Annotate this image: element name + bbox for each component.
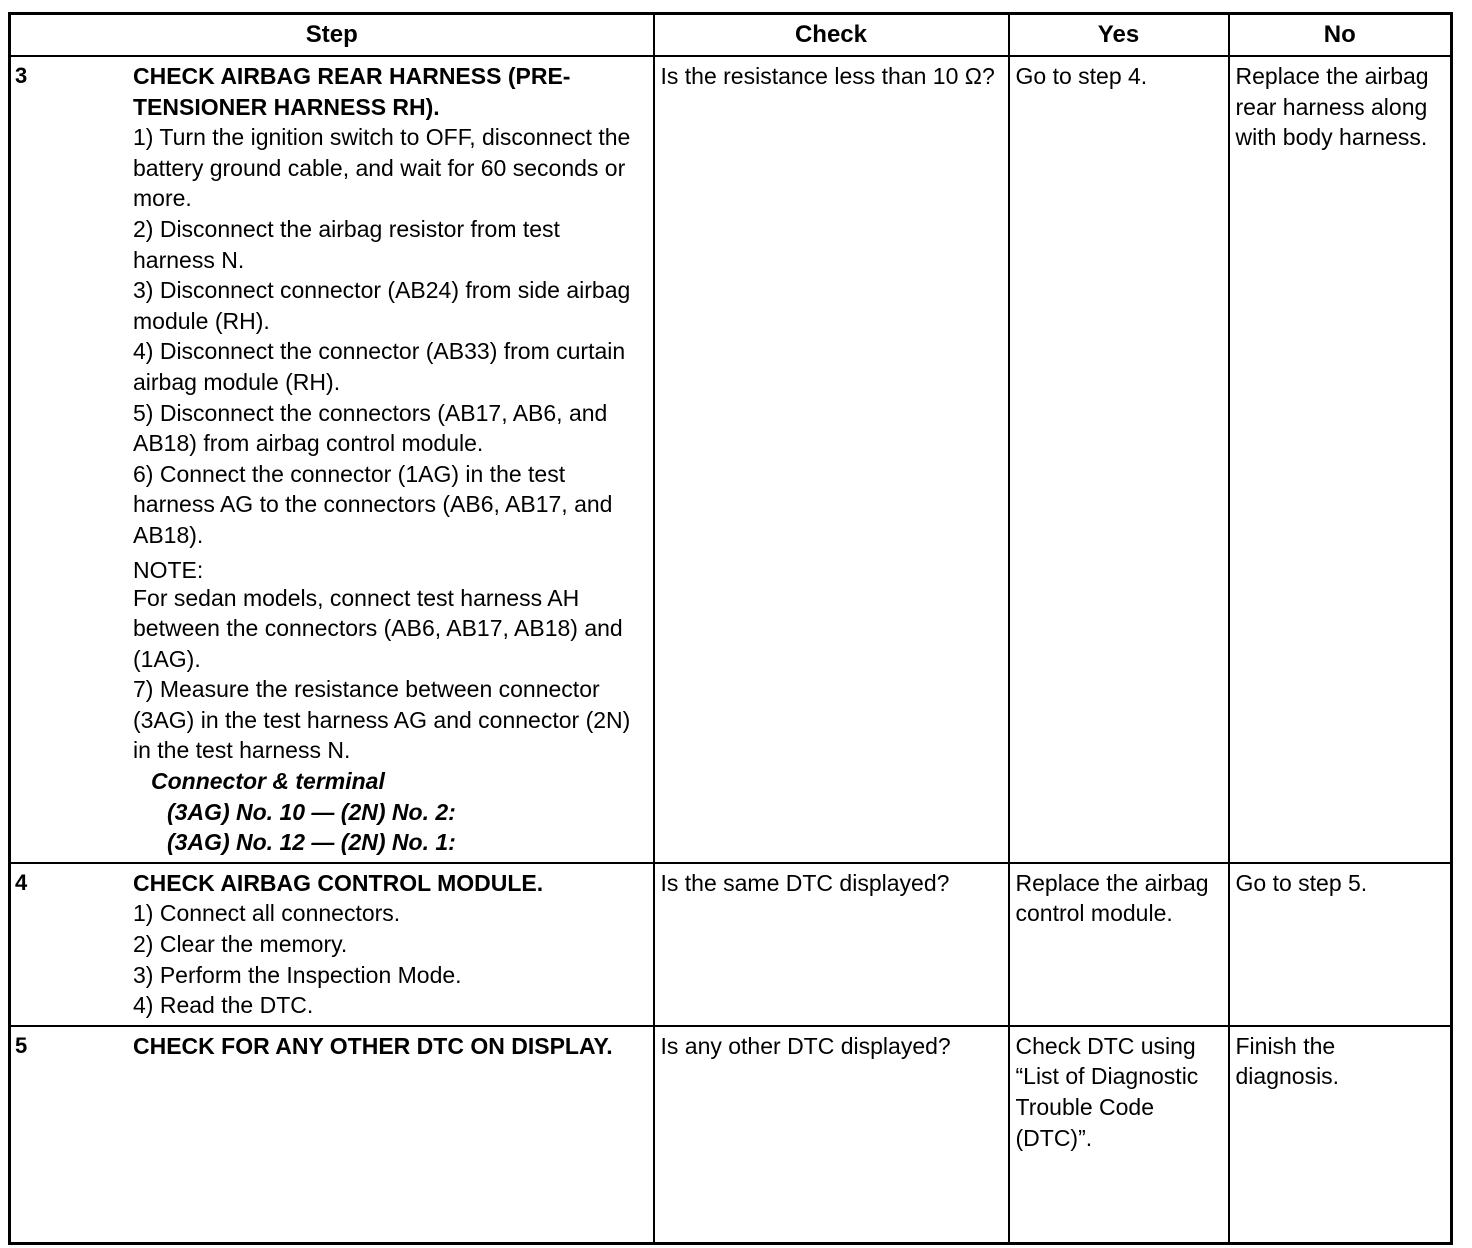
yes-cell — [1009, 1026, 1229, 1244]
step-cell — [10, 56, 654, 863]
yes-text: Replace the airbag control module. — [1015, 869, 1209, 927]
check-cell — [654, 56, 1009, 863]
step-instruction: 3) Perform the Inspection Mode. — [133, 961, 462, 988]
yes-cell — [1009, 863, 1229, 1026]
diagnostic-table — [8, 12, 1453, 1245]
terminal-line: (3AG) No. 12 — (2N) No. 1: — [167, 829, 456, 856]
step-instruction: 2) Clear the memory. — [133, 931, 348, 958]
step-number: 3 — [15, 63, 28, 88]
step-instruction: 4) Disconnect the connector (AB33) from curtain airbag module (RH). — [133, 338, 626, 395]
step-instruction: 1) Turn the ignition switch to OFF, disconnect the battery ground cable, and wait for 60 seconds or more. — [133, 124, 631, 212]
check-text: Is the same DTC displayed? — [660, 869, 950, 896]
check-text: Is the resistance less than 10 Ω? — [660, 63, 995, 89]
note-label: NOTE: — [133, 556, 204, 583]
header-row — [10, 14, 1452, 57]
table-row — [10, 56, 1452, 863]
no-text: Finish the diagnosis. — [1235, 1032, 1340, 1090]
table-row — [10, 863, 1452, 1026]
header-step: Step — [10, 14, 654, 57]
no-cell — [1229, 863, 1452, 1026]
header-no: No — [1229, 14, 1452, 57]
step-cell — [10, 863, 654, 1026]
terminal-heading: Connector & terminal — [151, 768, 385, 795]
step-title: CHECK AIRBAG CONTROL MODULE. — [133, 869, 544, 896]
step-instruction: 7) Measure the resistance between connector (3AG) in the test harness AG and connector (2N) in the test harness N. — [133, 676, 631, 764]
yes-text: Check DTC using “List of Diagnostic Trouble Code (DTC)”. — [1015, 1032, 1199, 1151]
no-cell — [1229, 1026, 1452, 1244]
note-text: For sedan models, connect test harness AH between the connectors (AB6, AB17, AB18) and (1AG). — [133, 584, 623, 672]
step-title: CHECK FOR ANY OTHER DTC ON DISPLAY. — [133, 1032, 613, 1059]
check-cell — [654, 1026, 1009, 1244]
check-text: Is any other DTC displayed? — [660, 1032, 951, 1059]
yes-text: Go to step 4. — [1015, 63, 1148, 89]
step-instruction: 2) Disconnect the airbag resistor from test harness N. — [133, 215, 560, 273]
step-cell — [10, 1026, 654, 1244]
step-instruction: 1) Connect all connectors. — [133, 900, 401, 927]
step-instruction: 3) Disconnect connector (AB24) from side airbag module (RH). — [133, 277, 631, 334]
step-instruction: 4) Read the DTC. — [133, 992, 314, 1019]
no-text: Replace the airbag rear harness along with body harness. — [1235, 63, 1429, 151]
header-check: Check — [654, 14, 1009, 57]
step-title: CHECK AIRBAG REAR HARNESS (PRE-TENSIONER HARNESS RH). — [133, 63, 571, 120]
check-cell — [654, 863, 1009, 1026]
yes-cell — [1009, 56, 1229, 863]
no-cell — [1229, 56, 1452, 863]
step-instruction: 5) Disconnect the connectors (AB17, AB6, and AB18) from airbag control module. — [133, 399, 608, 457]
terminal-line: (3AG) No. 10 — (2N) No. 2: — [167, 798, 456, 825]
step-number: 4 — [15, 869, 28, 895]
step-number: 5 — [15, 1032, 28, 1058]
table-row — [10, 1026, 1452, 1244]
header-yes: Yes — [1009, 14, 1229, 57]
step-instruction: 6) Connect the connector (1AG) in the test harness AG to the connectors (AB6, AB17, and AB18). — [133, 460, 613, 548]
no-text: Go to step 5. — [1235, 869, 1368, 896]
